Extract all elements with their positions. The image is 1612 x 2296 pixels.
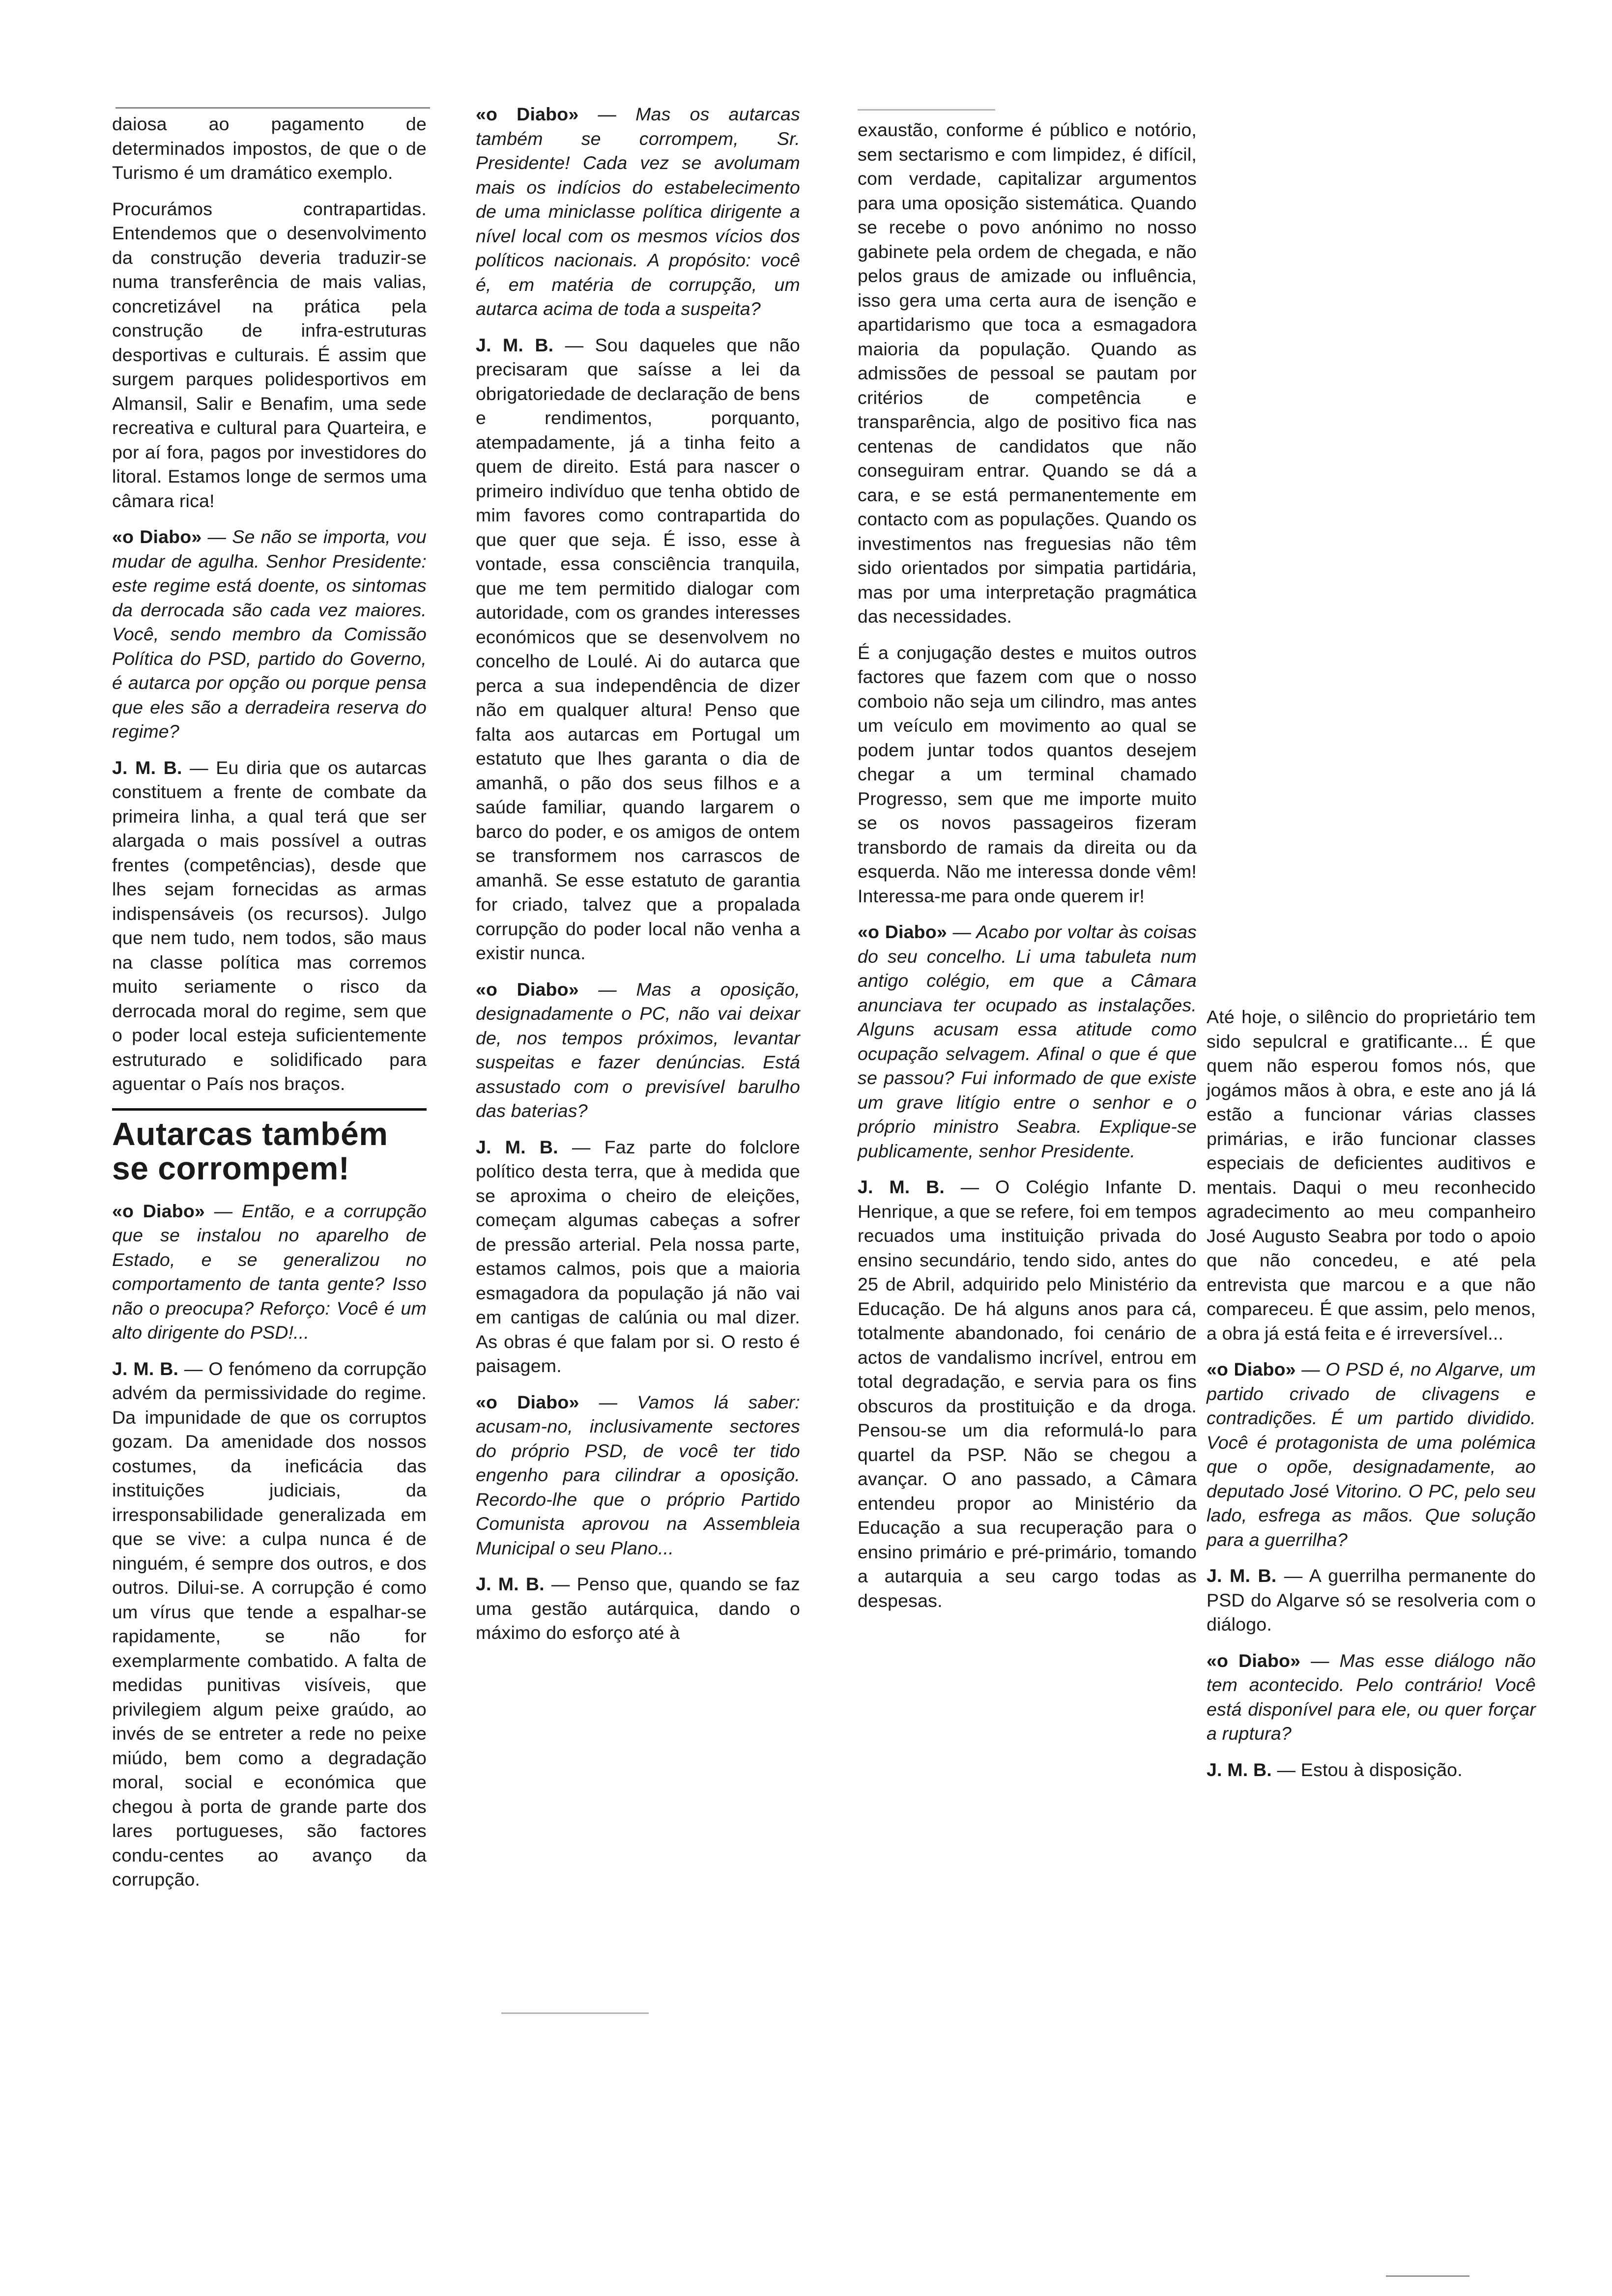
speaker-label: «o Diabo» — [476, 1391, 579, 1412]
question-text: — O PSD é, no Algarve, um partido crivado de clivagens e contradições. É um partido dividido. Você é protagonista de uma polémica que o opõe, designadamente, ao deputado José Vitorino. O PC, pelo seu lado, esfrega as mãos. Que solução para a guerrilha? — [1207, 1359, 1536, 1550]
speaker-label: «o Diabo» — [476, 978, 579, 1000]
answer-text: — Sou daqueles que não precisaram que saísse a lei da obrigatoriedade de declaração de bens e rendimentos, porquanto, atempadamente, já a tinha feito a quem de direito. Está para nascer o primeiro indivíduo que tenha obtido de mim favores como contrapartida do que quer que seja. É isso, esse à vontade, essa consciência tranquila, que me tem permitido dialogar com autoridade, com os grandes interesses económicos que se desenvolvem no concelho de Loulé. Ai do autarca que perca a sua independência de dizer não em qualquer altura! Penso que falta aos autarcas em Portugal um estatuto que lhes garanta o dia de amanhã, o pão dos seus filhos e a saúde familiar, quando largarem o barco do poder, e os amigos de ontem se transformem nos carrascos de amanhã. Se esse estatuto de garantia for criado, talvez que a propalada corrupção do poder local não venha a existir nunca. — [476, 334, 800, 963]
speaker-label: «o Diabo» — [1207, 1359, 1296, 1379]
article-column-1 — [112, 112, 427, 1904]
question-text: — Mas a oposição, designadamente o PC, não vai deixar de, nos tempos próximos, levantar suspeitas e fazer denúncias. Está assustado com o previsível barulho das baterias? — [476, 978, 800, 1121]
scan-mark — [501, 2012, 649, 2014]
speaker-label: «o Diabo» — [858, 921, 947, 942]
question-text: — Mas esse diálogo não tem acontecido. Pelo contrário! Você está disponível para ele, ou quer forçar a ruptura? — [1207, 1650, 1536, 1744]
answer-text: — O Colégio Infante D. Henrique, a que se refere, foi em tempos recuados uma instituição privada do ensino secundário, tendo sido, antes do 25 de Abril, adquirido pelo Ministério da Educação. De há alguns anos para cá, totalmente abandonado, foi cenário de actos de vandalismo incrível, entrou em total degradação, e servia para os fins obscuros da prostituição e da droga. Pensou-se um dia reformulá-lo para quartel da PSP. Não se chegou a avançar. O ano passado, a Câmara entendeu propor ao Ministério da Educação a sua recuperação para o ensino primário e pré-primário, tomando a autarquia a seu cargo todas as despesas. — [858, 1177, 1197, 1611]
speaker-label: J. M. B. — [112, 757, 182, 778]
answer-paragraph — [476, 1572, 800, 1645]
speaker-label: «o Diabo» — [112, 1200, 205, 1221]
answer-text: — Faz parte do folclore político desta terra, que à medida que se aproxima o cheiro de eleições, começam algumas cabeças a sofrer de pressão arterial. Pela nossa parte, estamos calmos, pois que a maioria esmagadora da população já não vai em cantigas de calúnia ou mal dizer. As obras é que falam por si. O resto é paisagem. — [476, 1136, 800, 1376]
article-column-2 — [476, 102, 800, 1657]
question-paragraph — [858, 920, 1197, 1163]
paragraph: daiosa ao pagamento de determinados impostos, de que o de Turismo é um dramático exemplo. — [112, 114, 427, 183]
answer-text: — A guerrilha permanente do PSD do Algarve só se resolveria com o diálogo. — [1207, 1565, 1536, 1635]
speaker-label: J. M. B. — [476, 1574, 545, 1594]
answer-paragraph — [1207, 1758, 1536, 1782]
speaker-label: J. M. B. — [1207, 1759, 1272, 1780]
answer-text: — Penso que, quando se faz uma gestão autárquica, dando o máximo do esforço até à — [476, 1574, 800, 1643]
speaker-label: J. M. B. — [112, 1358, 179, 1379]
scan-mark — [115, 107, 430, 109]
answer-paragraph — [1207, 1564, 1536, 1637]
answer-paragraph — [112, 1357, 427, 1892]
speaker-label: «o Diabo» — [1207, 1650, 1301, 1671]
answer-paragraph — [476, 1135, 800, 1378]
answer-text: — Estou à disposição. — [1271, 1759, 1463, 1780]
question-text: — Acabo por voltar às coisas do seu concelho. Li uma tabuleta num antigo colégio, em que a Câmara anunciava ter ocupado as instalações. Alguns acusam essa atitude como ocupação selvagem. Afinal o que é que se passou? Fui informado de que existe um grave litígio entre o senhor e o próprio ministro Seabra. Explique-se publicamente, senhor Presidente. — [858, 921, 1197, 1161]
answer-paragraph — [112, 756, 427, 1096]
question-text: — Então, e a corrupção que se instalou no aparelho de Estado, e se generalizou no comportamento de tanta gente? Isso não o preocupa? Reforço: Você é um alto dirigente do PSD!... — [112, 1200, 427, 1343]
question-text: — Se não se importa, vou mudar de agulha. Senhor Presidente: este regime está doente, os sintomas da derrocada são cada vez maiores. Você, sendo membro da Comissão Política do PSD, partido do Governo, é autarca por opção ou porque pensa que eles são a derradeira reserva do regime? — [112, 526, 427, 742]
speaker-label: «o Diabo» — [476, 104, 579, 124]
speaker-label: J. M. B. — [858, 1177, 945, 1197]
answer-text: — O fenómeno da corrupção advém da permissividade do regime. Da impunidade de que os corruptos gozam. Da amenidade dos nossos costumes, da ineficácia das instituições judiciais, da irresponsabilidade generalizada em que se vive: a culpa nunca é de ninguém, é sempre dos outros, e dos outros. Dilui-se. A corrupção é como um vírus que tende a espalhar-se rapidamente, se não for exemplarmente combatido. A falta de medidas punitivas visíveis, que privilegiem algum peixe graúdo, ao invés de se entreter a rede no peixe miúdo, bem como a degradação moral, social e económica que chegou à porta de grande parte dos lares portugueses, são factores condu-centes ao avanço da corrupção. — [112, 1358, 427, 1890]
speaker-label: J. M. B. — [1207, 1565, 1277, 1586]
question-text: — Mas os autarcas também se corrompem, Sr. Presidente! Cada vez se avolumam mais os indícios do estabelecimento de uma miniclasse política dirigente a nível local com os mesmos vícios dos políticos nacionais. A propósito: você é, em matéria de corrupção, um autarca acima de toda a suspeita? — [476, 104, 800, 319]
speaker-label: «o Diabo» — [112, 526, 202, 547]
question-paragraph — [112, 525, 427, 744]
answer-text: — Eu diria que os autarcas constituem a frente de combate da primeira linha, a qual terá que ser alargada o mais possível a outras frentes (competências), desde que lhes sejam fornecidas as armas indispensáveis (os recursos). Julgo que nem tudo, nem todos, são maus na classe política mas corremos muito seriamente o risco da derrocada moral do regime, sem que o poder local esteja suficientemente estruturado e solidificado para aguentar o País nos braços. — [112, 757, 427, 1094]
section-divider — [112, 1108, 427, 1111]
section-heading: Autarcas também se corrompem! — [112, 1115, 388, 1186]
answer-paragraph — [858, 1175, 1197, 1613]
article-column-4 — [1207, 1005, 1536, 1794]
question-paragraph — [1207, 1357, 1536, 1552]
question-paragraph — [476, 977, 800, 1123]
scan-mark — [1386, 2275, 1469, 2277]
question-paragraph — [476, 1390, 800, 1561]
paragraph: Procurámos contrapartidas. Entendemos que o desenvolvimento da construção deveria traduzir-se numa transferência de mais valias, concretizável na prática pela construção de infra-estruturas desportivas e culturais. É assim que surgem parques polidesportivos em Almansil, Salir e Benafim, uma sede recreativa e cultural para Quarteira, e por aí fora, pagos por investidores do litoral. Estamos longe de sermos uma câmara rica! — [112, 198, 427, 511]
answer-paragraph — [476, 333, 800, 966]
scan-mark — [858, 109, 995, 111]
question-paragraph — [112, 1199, 427, 1345]
question-paragraph — [476, 102, 800, 321]
article-column-3 — [858, 118, 1197, 1625]
speaker-label: J. M. B. — [476, 1136, 558, 1157]
question-text: — Vamos lá saber: acusam-no, inclusivamente sectores do próprio PSD, de você ter tido engenho para cilindrar a oposição. Recordo-lhe que o próprio Partido Comunista aprovou na Assembleia Municipal o seu Plano... — [476, 1391, 800, 1558]
paragraph: É a conjugação destes e muitos outros factores que fazem com que o nosso comboio não seja um cilindro, mas antes um veículo em movimento ao qual se podem juntar todos quantos desejem chegar a um terminal chamado Progresso, sem que me importe muito se os novos passageiros fizeram transbordo de ramais da direita ou da esquerda. Não me interessa donde vêm! Interessa-me para onde querem ir! — [858, 642, 1197, 906]
question-paragraph — [1207, 1649, 1536, 1746]
paragraph: Até hoje, o silêncio do proprietário tem sido sepulcral e gratificante... É que quem não esperou fomos nós, que jogámos mãos à obra, e este ano já lá estão a funcionar várias classes primárias, e irão funcionar classes especiais de deficientes auditivos e mentais. Daqui o meu reconhecido agradecimento ao meu companheiro José Augusto Seabra por todo o apoio que não concedeu, e até pela entrevista que marcou e a que não compareceu. É que assim, pelo menos, a obra já está feita e é irreversível... — [1207, 1006, 1536, 1344]
speaker-label: J. M. B. — [476, 334, 554, 355]
paragraph: exaustão, conforme é público e notório, sem sectarismo e com limpidez, é difícil, com verdade, capitalizar argumentos para uma oposição sistemática. Quando se recebe o povo anónimo no nosso gabinete pela ordem de chegada, e não pelos graus de amizade ou influência, isso gera uma certa aura de isenção e apartidarismo que toca a esmagadora maioria da população. Quando as admissões de pessoal se pautam por critérios de competência e transparência, algo de positivo fica nas centenas de candidatos que não conseguiram entrar. Quando se dá a cara, e se está permanentemente em contacto com as populações. Quando os investimentos nas freguesias não têm sido orientados por simpatia partidária, mas por uma interpretação pragmática das necessidades. — [858, 119, 1197, 627]
